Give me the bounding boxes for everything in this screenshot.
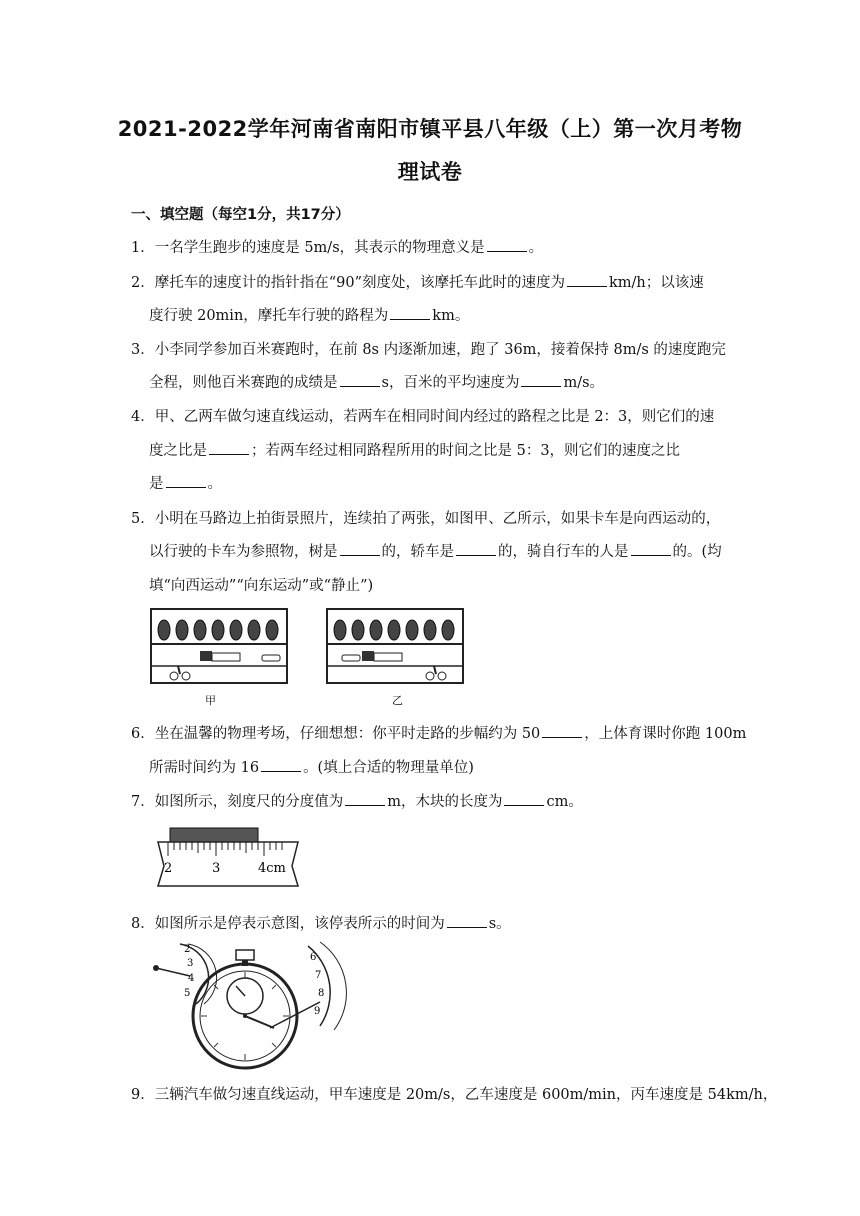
small-dial-3: 3 [187, 958, 194, 969]
figure-label-right: 乙 [392, 694, 403, 707]
question-3: 3．小李同学参加百米赛跑时，在前 8s 内逐渐加速，跑了 36m，接着保持 8m/s 的速度跑完 [131, 342, 726, 358]
answer-blank[interactable] [390, 307, 430, 320]
answer-blank[interactable] [504, 793, 544, 806]
answer-blank[interactable] [261, 759, 301, 772]
ruler-tick-3: 3 [212, 861, 221, 876]
question-2: 2．摩托车的速度计的指针指在“90”刻度处，该摩托车此时的速度为 km/h；以该速 [131, 275, 704, 291]
small-dial-5: 5 [184, 988, 191, 999]
street-photo-left [150, 608, 290, 688]
question-7: 7．如图所示，刻度尺的分度值为 m，木块的长度为 cm。 [131, 794, 583, 810]
answer-blank[interactable] [340, 543, 380, 556]
question-6: 6．坐在温馨的物理考场，仔细想想：你平时走路的步幅约为 50 ，上体育课时你跑 100m [131, 726, 747, 742]
answer-blank[interactable] [521, 374, 561, 387]
question-5-cont2: 填“向西运动”“向东运动”或“静止”) [149, 578, 374, 594]
exam-title-line2: 理试卷 [397, 160, 463, 184]
question-1: 1．一名学生跑步的速度是 5m/s，其表示的物理意义是 。 [131, 240, 544, 256]
stopwatch-figure [150, 938, 360, 1070]
answer-blank[interactable] [345, 793, 385, 806]
question-4-cont: 度之比是 ；若两车经过相同路程所用的时间之比是 5：3，则它们的速度之比 [149, 443, 681, 459]
answer-blank[interactable] [456, 543, 496, 556]
small-dial-4: 4 [188, 973, 195, 984]
question-3-cont: 全程，则他百米赛跑的成绩是 s，百米的平均速度为 m/s。 [149, 375, 605, 391]
answer-blank[interactable] [631, 543, 671, 556]
section-heading: 一、填空题（每空1分，共17分） [131, 207, 350, 223]
question-2-cont: 度行驶 20min，摩托车行驶的路程为 km。 [149, 308, 470, 324]
big-dial-7: 7 [315, 970, 322, 981]
question-8: 8．如图所示是停表示意图，该停表所示的时间为 s。 [131, 916, 511, 932]
ruler-tick-2: 2 [164, 861, 173, 876]
answer-blank[interactable] [487, 239, 527, 252]
answer-blank[interactable] [567, 274, 607, 287]
small-dial-2: 2 [184, 944, 191, 955]
exam-title-line1: 2021-2022学年河南省南阳市镇平县八年级（上）第一次月考物 [117, 117, 743, 141]
ruler-tick-4cm: 4cm [258, 861, 286, 876]
street-photo-right [326, 608, 466, 688]
answer-blank[interactable] [166, 475, 206, 488]
answer-blank[interactable] [447, 915, 487, 928]
question-5: 5．小明在马路边上拍街景照片，连续拍了两张，如图甲、乙所示，如果卡车是向西运动的， [131, 511, 721, 527]
question-4: 4．甲、乙两车做匀速直线运动，若两车在相同时间内经过的路程之比是 2：3，则它们的速 [131, 409, 715, 425]
big-dial-6: 6 [310, 952, 317, 963]
big-dial-9: 9 [314, 1006, 321, 1017]
question-4-cont2: 是 。 [149, 476, 222, 492]
question-6-cont: 所需时间约为 16 。(填上合适的物理量单位) [149, 760, 474, 776]
answer-blank[interactable] [542, 725, 582, 738]
answer-blank[interactable] [209, 442, 249, 455]
question-9: 9．三辆汽车做匀速直线运动，甲车速度是 20m/s，乙车速度是 600m/min，丙车速度是 54km/h， [131, 1087, 778, 1103]
question-5-cont: 以行驶的卡车为参照物，树是 的，轿车是 的，骑自行车的人是 的。(均 [149, 544, 722, 560]
ruler-figure [152, 826, 302, 890]
answer-blank[interactable] [340, 374, 380, 387]
big-dial-8: 8 [318, 988, 325, 999]
figure-label-left: 甲 [205, 694, 216, 707]
